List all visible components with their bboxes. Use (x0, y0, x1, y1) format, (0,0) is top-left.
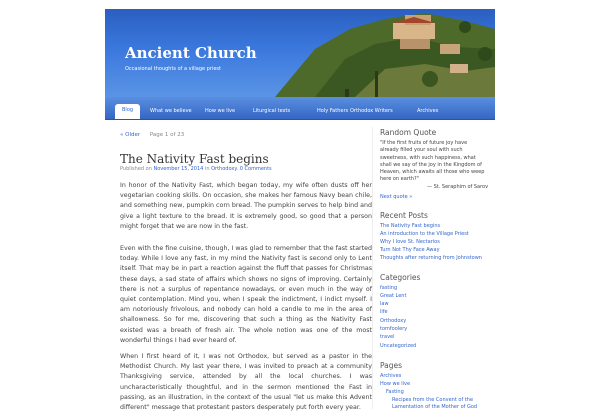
category-link[interactable]: life (380, 309, 388, 315)
page-link[interactable]: Lamentation of the Mother of God (392, 404, 478, 410)
post-date-link[interactable]: November 15, 2014 (153, 166, 204, 172)
site-title[interactable]: Ancient Church (125, 44, 257, 62)
post-meta: Published on November 15, 2014 in Orthodoxy. 0 Comments (120, 166, 272, 172)
random-quote-author: — St. Seraphim of Sarov (427, 184, 489, 190)
category-link[interactable]: fasting (380, 285, 398, 291)
main-navigation (105, 97, 495, 120)
pages-title: Pages (380, 361, 403, 370)
category-link[interactable]: Uncategorized (380, 343, 417, 349)
nav-item-how-we-live[interactable]: How we live (205, 108, 236, 114)
post-paragraph: In honor of the Nativity Fast, which began today, my wife often dusts off her vegetarian cooking skills. On occasion, she makes her famous Navy bean chile, and something new, pumpkin corn bread. The pumpkin serves to help bind and give a light texture to the bread. It is extremely good, so good that a person might forget that we are now in the fast. (120, 182, 372, 230)
pagination (120, 132, 184, 138)
post-comments-link[interactable]: 0 Comments (239, 166, 272, 172)
older-posts-link[interactable]: « Older (120, 132, 141, 138)
page-link[interactable]: How we live (380, 381, 411, 387)
header-monastery-image (255, 9, 495, 97)
column-divider (372, 127, 373, 409)
recent-posts-title: Recent Posts (380, 211, 428, 220)
page-link[interactable]: Fasting (386, 389, 404, 395)
category-link[interactable]: Great Lent (380, 293, 407, 299)
post-title[interactable]: The Nativity Fast begins (120, 152, 269, 166)
nav-item-liturgical-texts[interactable]: Liturgical texts (253, 108, 291, 114)
category-link[interactable]: law (380, 301, 389, 307)
site-description: Occasional thoughts of a village priest (125, 66, 221, 72)
page-indicator: Page 1 of 23 (149, 132, 185, 138)
recent-post-link[interactable]: Thoughts after returning from Johnstown (380, 255, 482, 261)
post-paragraph: Even with the fine cuisine, though, I was glad to remember that the fast started today. While I love any fast, in my mind the Nativity fast is second only to Lent itself. That may be in part a reaction against the fluff that passes for Christmas these days, a sad state of affairs which shows no signs of improving. Certainly there is not a surplus of repentance nowadays, or even much in the way of quiet contemplation. Mind you, when I speak the indictment, I indict myself. I am notoriously frivolous, and nobody can hold a candle to me in the area of shallowness. So for me, discovering that such a thing as the Nativity Fast existed was a breath of fresh air. The whole notion was one of the most wonderful things I had ever heard of. (120, 245, 372, 344)
page-container (105, 9, 495, 412)
next-quote-link[interactable]: Next quote » (380, 194, 413, 200)
category-link[interactable]: tomfoolery (380, 326, 408, 332)
page-link[interactable]: Archives (380, 373, 402, 379)
category-link[interactable]: Orthodoxy (380, 318, 407, 324)
post-category-link[interactable]: Orthodoxy (211, 166, 237, 172)
site-header (105, 9, 495, 97)
random-quote-title: Random Quote (380, 128, 437, 137)
nav-item-holy-fathers[interactable]: Holy Fathers (317, 108, 349, 114)
recent-post-link[interactable]: The Nativity Fast begins (380, 223, 441, 229)
recent-post-link[interactable]: Turn Not Thy Face Away (380, 247, 440, 253)
page-link[interactable]: Recipes from the Convent of the (392, 397, 474, 403)
recent-post-link[interactable]: Why I love St. Nectarios (380, 239, 440, 245)
category-link[interactable]: travel (380, 334, 395, 340)
nav-item-orthodox-writers[interactable]: Orthodox Writers (350, 108, 393, 114)
random-quote-text: "If the first fruits of future joy have already filled your soul with such sweetness, with such happiness, what shall we say of the joy in the Kingdom of Heaven, which awaits all those who weep here on earth?" (380, 140, 485, 183)
meta-prefix: Published on (120, 166, 152, 172)
categories-title: Categories (380, 273, 421, 282)
post-paragraph: When I first heard of it, I was not Orthodox, but served as a pastor in the Methodist Church. My last year there, I was invited to preach at a community Thanksgiving service, attended by all the local churches. I was uncharacteristically thoughtful, and in the sermon mentioned the Fast in passing, as an illustration, in the context of the usual "let us make this Advent different" message that protestant pastors desperately put forth every year. (120, 353, 372, 412)
nav-item-what-we-believe[interactable]: What we believe (150, 108, 192, 114)
meta-in: in (204, 166, 210, 172)
nav-item-archives[interactable]: Archives (417, 108, 439, 114)
recent-post-link[interactable]: An introduction to the Village Priest (380, 231, 469, 237)
nav-item-blog[interactable]: Blog (115, 104, 140, 119)
